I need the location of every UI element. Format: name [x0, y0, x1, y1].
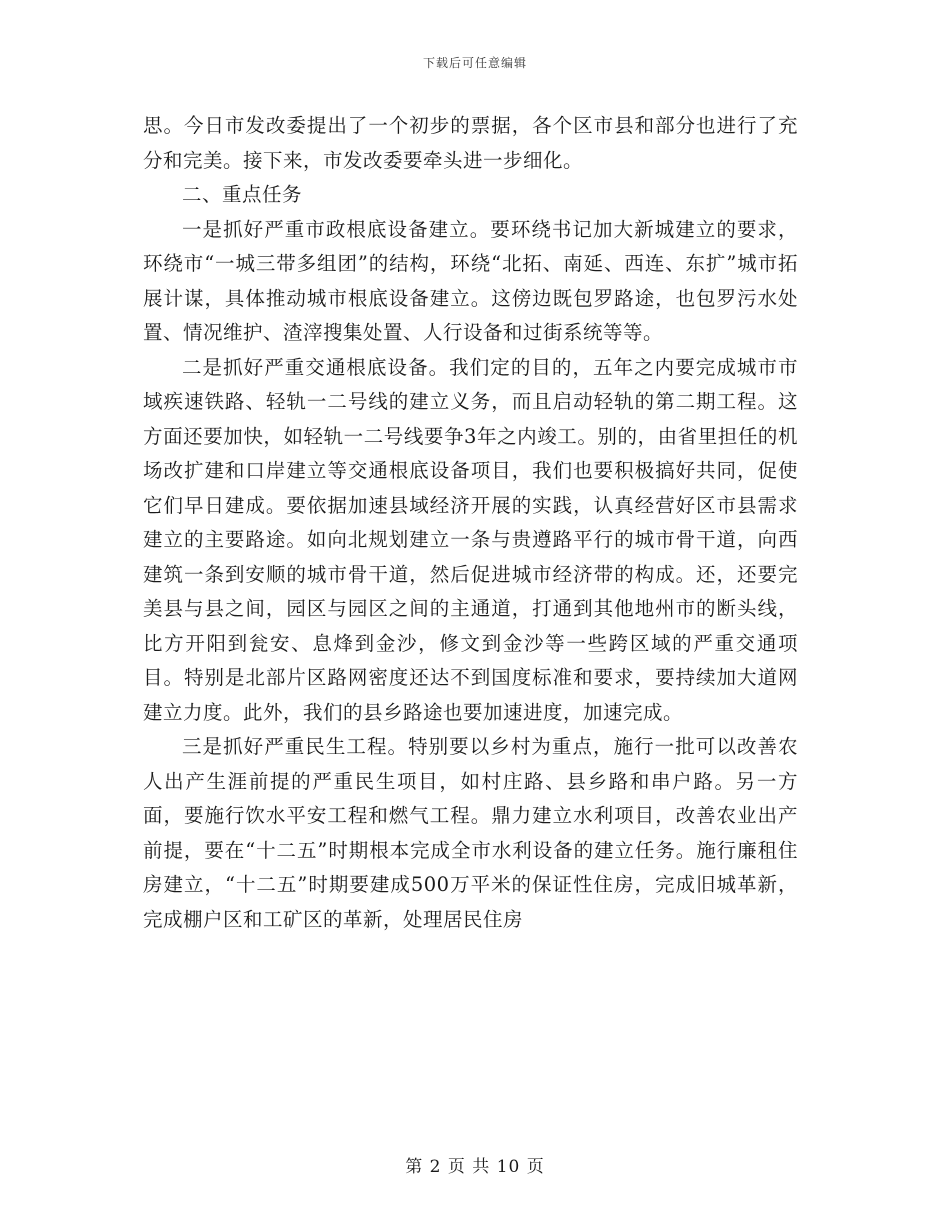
paragraph: 二是抓好严重交通根底设备。我们定的目的，五年之内要完成城市市域疾速铁路、轻轨一二号线的建立义务，而且启动轻轨的第二期工程。这方面还要加快，如轻轨一二号线要争3年之内竣工。别的，由省里担任的机场改扩建和口岸建立等交通根底设备项目，我们也要积极搞好共同，促使它们早日建成。要依据加速县域经济开展的实践，认真经营好区市县需求建立的主要路途。如向北规划建立一条与贵遵路平行的城市骨干道，向西建筑一条到安顺的城市骨干道，然后促进城市经济带的构成。还，还要完美县与县之间，园区与园区之间的主通道，打通到其他地州市的断头线，比方开阳到瓮安、息烽到金沙，修文到金沙等一些跨区域的严重交通项目。特别是北部片区路网密度还达不到国度标准和要求，要持续加大道网建立力度。此外，我们的县乡路途也要加速进度，加速完成。 — [143, 355, 798, 724]
paragraph-continuation: 思。今日市发改委提出了一个初步的票据，各个区市县和部分也进行了充分和完美。接下来，市发改委要牵头进一步细化。 — [143, 114, 798, 172]
header-note: 下载后可任意编辑 — [422, 56, 527, 70]
section-heading: 二、重点任务 — [182, 183, 303, 206]
document-body — [143, 109, 798, 937]
paragraph: 三是抓好严重民生工程。特别要以乡村为重点，施行一批可以改善农人出产生涯前提的严重民生项目，如村庄路、县乡路和串户路。另一方面，要施行饮水平安工程和燃气工程。鼎力建立水利项目，改善农业出产前提，要在“十二五”时期根本完成全市水利设备的建立任务。施行廉租住房建立，“十二五”时期要建成500万平米的保证性住房，完成旧城革新，完成棚户区和工矿区的革新，处理居民住房 — [143, 735, 798, 931]
paragraph: 一是抓好严重市政根底设备建立。要环绕书记加大新城建立的要求，环绕市“一城三带多组团”的结构，环绕“北拓、南延、西连、东扩”城市拓展计谋，具体推动城市根底设备建立。这傍边既包罗路途，也包罗污水处置、情况维护、渣滓搜集处置、人行设备和过街系统等等。 — [143, 217, 798, 344]
page-number: 第 2 页 共 10 页 — [405, 1157, 545, 1177]
